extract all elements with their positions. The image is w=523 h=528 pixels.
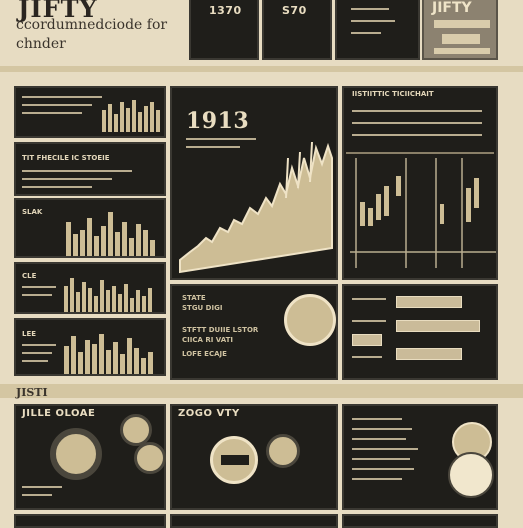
middle-info-line-1: STATE bbox=[182, 294, 206, 302]
middle-info-dial-icon bbox=[284, 294, 336, 346]
bottom-panel-1[interactable] bbox=[14, 404, 166, 510]
top-badge bbox=[422, 0, 498, 60]
bottom-panel-1-title: JILLE OLOAE bbox=[22, 408, 96, 419]
right-bar-2 bbox=[396, 320, 480, 332]
right-bar-3 bbox=[352, 334, 382, 346]
right-bar-1 bbox=[396, 296, 462, 308]
left-panel-5-label: LEE bbox=[22, 330, 37, 338]
top-tile-2[interactable] bbox=[262, 0, 332, 60]
right-chart-panel[interactable] bbox=[342, 86, 498, 280]
page-title: JIFTY bbox=[18, 0, 98, 23]
left-panel-1-bars bbox=[100, 96, 164, 132]
page-subtitle: ccordumnedciode for chnder bbox=[16, 17, 168, 52]
bottom-panel-2-title: ZOGO VTY bbox=[178, 408, 240, 419]
bottom-panel-3[interactable] bbox=[342, 404, 498, 510]
center-chart-panel[interactable] bbox=[170, 86, 338, 280]
right-bars-panel[interactable] bbox=[342, 284, 498, 380]
left-panel-5-bars bbox=[60, 324, 164, 374]
bottom-panel-1-mini-dial-icon bbox=[134, 442, 166, 474]
middle-info-panel[interactable] bbox=[170, 284, 338, 380]
bottom-panel-1-dial-icon bbox=[50, 428, 102, 480]
left-panel-3-label: SLAK bbox=[22, 208, 43, 216]
left-panel-4-bars bbox=[60, 268, 164, 312]
left-panel-2-label: TIT FHECILE IC STOEIE bbox=[22, 154, 110, 162]
bottom-panel-2-toggle-icon[interactable] bbox=[210, 436, 258, 484]
left-panel-3-bars bbox=[62, 204, 164, 256]
bottom-strip-2 bbox=[170, 514, 338, 528]
left-panel-4[interactable] bbox=[14, 262, 166, 314]
middle-info-line-3: STFTT DUIIE LSTOR bbox=[182, 326, 259, 334]
right-candle-chart bbox=[350, 158, 496, 274]
top-tile-3[interactable] bbox=[335, 0, 420, 60]
left-panel-3[interactable] bbox=[14, 198, 166, 258]
right-bar-4 bbox=[396, 348, 462, 360]
left-panel-1[interactable] bbox=[14, 86, 166, 138]
top-tile-1[interactable] bbox=[189, 0, 259, 60]
left-panel-2[interactable] bbox=[14, 142, 166, 196]
middle-info-line-4: CIICA RI VATI bbox=[182, 336, 233, 344]
center-area-chart bbox=[176, 128, 336, 276]
top-badge-label: JIFTY bbox=[432, 0, 472, 16]
bottom-strip-3 bbox=[342, 514, 498, 528]
bottom-panel-3-light-icon bbox=[448, 452, 494, 498]
bottom-strip-1 bbox=[14, 514, 166, 528]
left-panel-5[interactable] bbox=[14, 318, 166, 376]
center-chart-number: 1913 bbox=[186, 108, 250, 134]
top-tile-2-value: S70 bbox=[282, 4, 307, 17]
left-panel-4-label: CLE bbox=[22, 272, 37, 280]
bottom-panel-2[interactable] bbox=[170, 404, 338, 510]
top-tile-1-value: 1370 bbox=[209, 4, 242, 17]
divider-band-mid bbox=[0, 384, 523, 398]
middle-info-line-5: LOFE ECAJE bbox=[182, 350, 227, 358]
section-2-title: JISTI bbox=[16, 386, 48, 399]
middle-info-line-2: STGU DIGI bbox=[182, 304, 223, 312]
divider-band-top bbox=[0, 66, 523, 72]
right-chart-title: IISTIITTIC TICIICHAIT bbox=[352, 90, 434, 98]
bottom-panel-2-dial-icon bbox=[266, 434, 300, 468]
